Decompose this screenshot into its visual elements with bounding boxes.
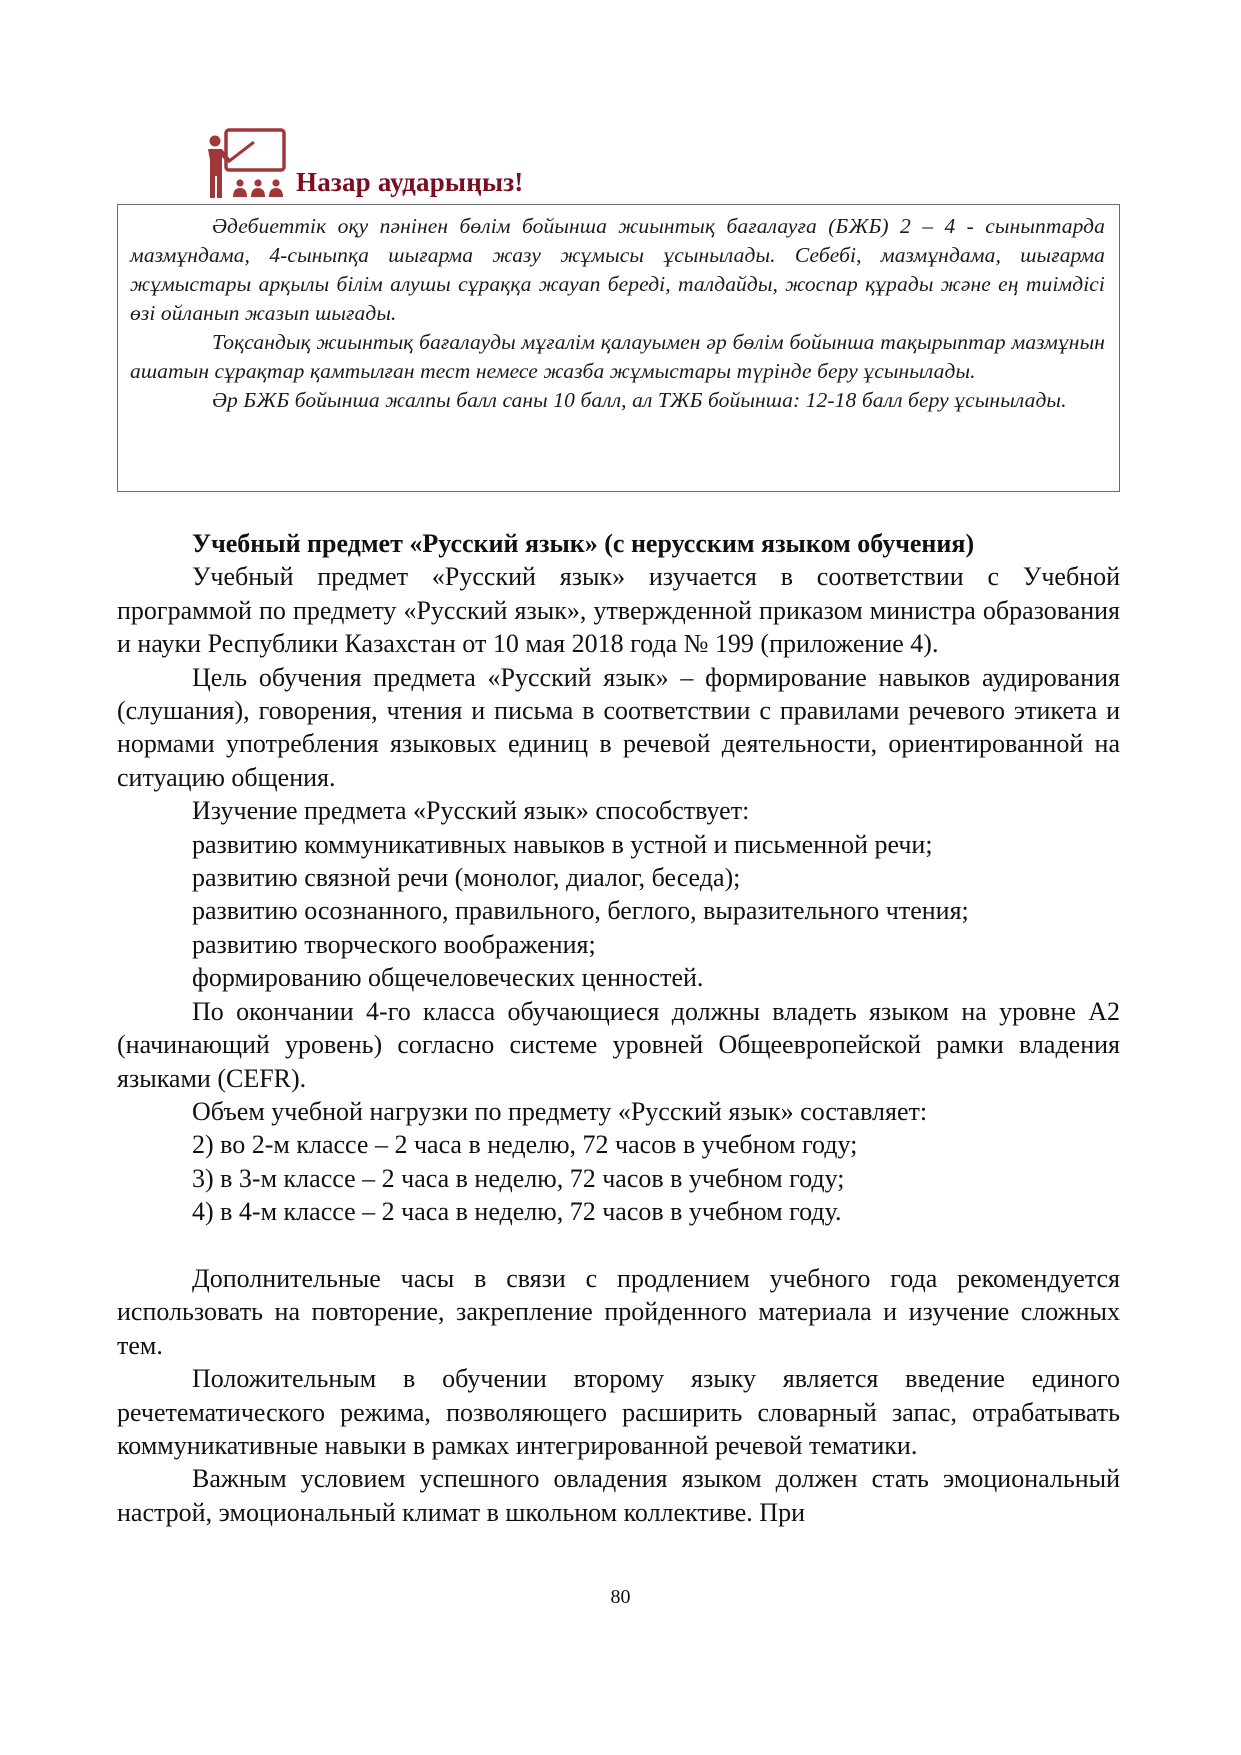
note-paragraph: Тоқсандық жиынтық бағалауды мұғалім қалауымен әр бөлім бойынша тақырыптар мазмұнын ашатын сұрақтар қамтылған тест немесе жазба жұмыстары түрінде беру ұсынылады. <box>130 330 1105 383</box>
body-paragraph: Положительным в обучении второму языку является введение единого речетематического режима, позволяющего расширить словарный запас, отрабатывать коммуникативные навыки в рамках интегрированной речевой тематики. <box>117 1364 1120 1460</box>
attention-title: Назар аударыңыз! <box>296 167 524 197</box>
attention-header <box>206 126 523 200</box>
note-paragraph: Әдебиеттік оқу пәнінен бөлім бойынша жиынтық бағалауға (БЖБ) 2 – 4 - сыныптарда мазмұндама, 4-сыныпқа шығарма жазу жұмысы ұсынылады. Себебі, мазмұндама, шығарма жұмыстары арқылы білім алушы сұраққа жауап береді, талдайды, жоспар құрады және ең тиімдісі өзі ойланып жазып шығады. <box>130 214 1105 325</box>
body-paragraph: Учебный предмет «Русский язык» изучается в соответствии с Учебной программой по предмету «Русский язык», утвержденной приказом министра образования и науки Республики Казахстан от 10 мая 2018 года № 199 (приложение 4). <box>117 562 1120 659</box>
note-paragraph: Әр БЖБ бойынша жалпы балл саны 10 балл, ал ТЖБ бойынша: 12-18 балл беру ұсынылады. <box>212 388 1067 412</box>
teacher-presentation-icon <box>206 128 292 200</box>
body-paragraph: Объем учебной нагрузки по предмету «Русский язык» составляет: <box>192 1096 928 1126</box>
list-item: 4) в 4-м классе – 2 часа в неделю, 72 часов в учебном году. <box>192 1197 842 1227</box>
assessment-note-box <box>117 204 1120 492</box>
list-item: развитию творческого воображения; <box>192 929 596 959</box>
study-load-list <box>117 1128 1120 1228</box>
blank-line <box>117 1229 1120 1262</box>
list-item: 3) в 3-м классе – 2 часа в неделю, 72 часов в учебном году; <box>192 1163 845 1193</box>
body-paragraph: Важным условием успешного овладения языком должен стать эмоциональный настрой, эмоциональный климат в школьном коллективе. При <box>117 1464 1120 1527</box>
page-number: 80 <box>610 1586 631 1608</box>
body-paragraph: По окончании 4-го класса обучающиеся должны владеть языком на уровне А2 (начинающий уровень) согласно системе уровней Общеевропейской рамки владения языками (CEFR). <box>117 996 1120 1093</box>
list-item: развитию осознанного, правильного, беглого, выразительного чтения; <box>192 896 969 926</box>
list-item: развитию коммуникативных навыков в устной и письменной речи; <box>192 829 933 859</box>
list-item: 2) во 2-м классе – 2 часа в неделю, 72 часов в учебном году; <box>192 1130 858 1160</box>
benefits-list <box>117 828 1120 995</box>
body-paragraph: Изучение предмета «Русский язык» способствует: <box>192 796 750 826</box>
section-heading: Учебный предмет «Русский язык» (с нерусским языком обучения) <box>192 529 975 558</box>
main-body <box>117 527 1120 1529</box>
body-paragraph: Дополнительные часы в связи с продлением учебного года рекомендуется использовать на повторение, закрепление пройденного материала и изучение сложных тем. <box>117 1263 1120 1360</box>
body-paragraph: Цель обучения предмета «Русский язык» – формирование навыков аудирования (слушания), говорения, чтения и письма в соответствии с правилами речевого этикета и нормами употребления языковых единиц в речевой деятельности, ориентированной на ситуацию общения. <box>117 662 1120 792</box>
list-item: развитию связной речи (монолог, диалог, беседа); <box>192 863 741 893</box>
list-item: формированию общечеловеческих ценностей. <box>192 963 704 993</box>
